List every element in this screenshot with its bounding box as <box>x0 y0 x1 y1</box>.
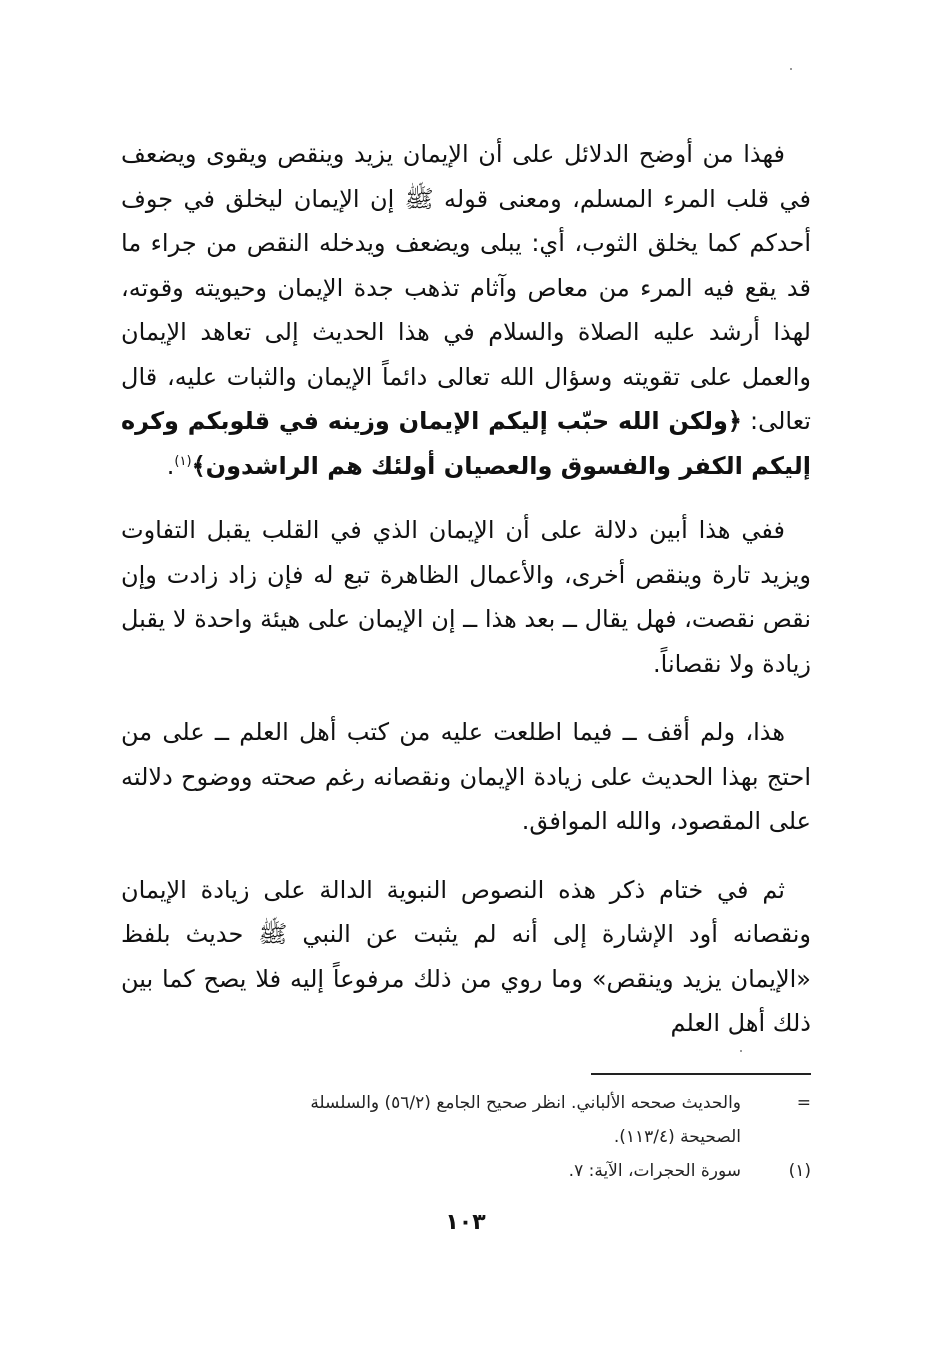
main-text <box>121 132 811 1070</box>
paragraph-1-end: . <box>166 451 175 480</box>
footnotes <box>111 1086 811 1188</box>
footnote-1-marker: (١) <box>788 1161 811 1181</box>
quran-quote: ﴿ولكن الله حبّب إليكم الإيمان وزينه في قلوبكم وكره إليكم الكفر والفسوق والعصيان أولئك هم الراشدون﴾ <box>121 407 811 480</box>
continuation-line-2: الصحيحة (١١٣/٤). <box>613 1127 741 1147</box>
continuation-line-1: والحديث صححه الألباني. انظر صحيح الجامع (٥٦/٢) والسلسلة <box>310 1093 741 1113</box>
footnote-1-text: سورة الحجرات، الآية: ٧. <box>568 1161 741 1181</box>
page-number: ١٠٣ <box>445 1210 486 1235</box>
paragraph-1-text: فهذا من أوضح الدلائل على أن الإيمان يزيد وينقص ويقوى ويضعف في قلب المرء المسلم، ومعنى قوله ﷺ إن الإيمان ليخلق في جوف أحدكم كما يخلق الثوب، أي: يبلى ويضعف ويدخله النقص من جراء ما قد يقع فيه المرء من معاص وآثام تذهب جدة الإيمان وحيويته وقوته، لهذا أرشد عليه الصلاة والسلام في هذا الحديث إلى تعاهد الإيمان والعمل على تقويته وسؤال الله تعالى دائماً الإيمان والثبات عليه، قال تعالى: <box>121 140 811 435</box>
footnote-1 <box>111 1154 811 1188</box>
continuation-marker: = <box>796 1093 811 1113</box>
paragraph-4: ثم في ختام ذكر هذه النصوص النبوية الدالة على زيادة الإيمان ونقصانه أود الإشارة إلى أنه لم يثبت عن النبي ﷺ حديث بلفظ «الإيمان يزيد وينقص» وما روي من ذلك مرفوعاً إليه فلا يصح كما بين ذلك أهل العلم <box>121 875 811 1037</box>
footnote-ref-1: (١) <box>174 453 192 469</box>
paragraph-2: ففي هذا أبين دلالة على أن الإيمان الذي في القلب يقبل التفاوت ويزيد تارة وينقص أخرى، والأعمال الظاهرة تبع له فإن زاد زادت وإن نقص نقصت، فهل يقال ــ بعد هذا ــ إن الإيمان على هيئة واحدة لا يقبل زيادة ولا نقصاناً. <box>121 516 811 678</box>
paragraph-3: هذا، ولم أقف ــ فيما اطلعت عليه من كتب أهل العلم ــ على من احتج بهذا الحديث على زيادة الإيمان ونقصانه رغم صحته ووضوح دلالته على المقصود، والله الموافق. <box>121 718 811 835</box>
paragraph-1 <box>121 132 811 488</box>
footnote-separator <box>591 1073 811 1075</box>
footnote-continuation <box>111 1086 811 1120</box>
scan-speck <box>790 68 792 70</box>
